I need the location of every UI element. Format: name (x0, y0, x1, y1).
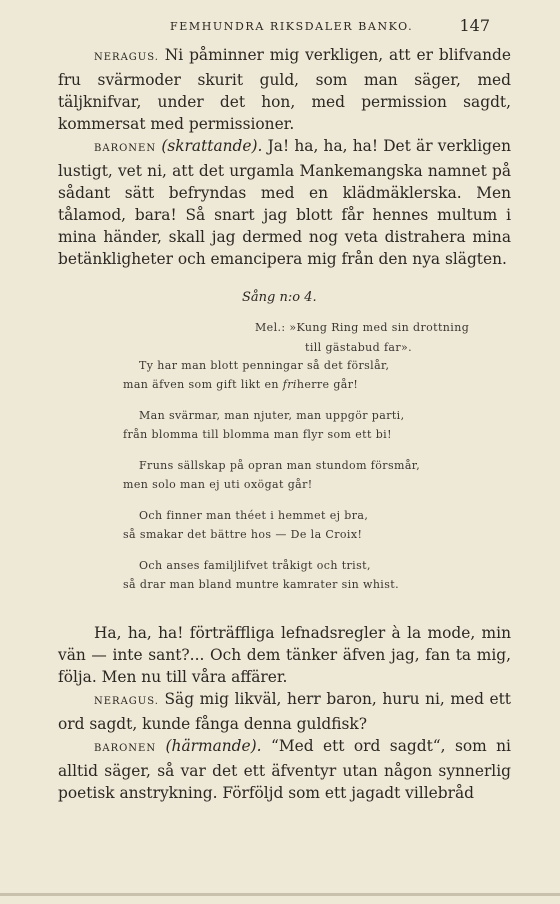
verse-line: så smakar det bättre hos — De la Croix! (123, 528, 363, 541)
dialogue-text: Säg mig likväl, herr baron, huru ni, med ett ord sagdt, kunde fånga denna guldfisk? (58, 690, 511, 733)
melody-line: till gästabud far». (305, 341, 413, 354)
song-title: Sång n:o 4. (242, 290, 317, 305)
stanza (123, 506, 483, 544)
verse-line: Och finner man théet i hemmet ej bra, (139, 509, 369, 522)
speaker-name: BARONEN (94, 743, 157, 754)
stanza (123, 406, 483, 444)
stage-direction: (härmande). (165, 737, 262, 755)
stanza (123, 556, 483, 594)
dialogue-text: Ha, ha, ha! förträffliga lefnadsregler à la mode, min vän — inte sant?... Och dem tänker äfven jag, fan ta mig, följa. Men nu till våra affärer. (58, 624, 511, 686)
dialogue-paragraph (58, 44, 511, 135)
song-stanzas (123, 356, 483, 606)
dialogue-paragraph (58, 688, 511, 735)
dialogue-top (58, 44, 511, 270)
verse-line: man äfven som gift likt en friherre går! (123, 378, 359, 391)
stanza (123, 456, 483, 494)
dialogue-text: Ni påminner mig verkligen, att er blifvande fru svärmoder skurit guld, som man säger, med täljknifvar, under det hon, med permission sagdt, kommersat med permissioner. (58, 46, 511, 133)
verse-line: så drar man bland muntre kamrater sin whist. (123, 578, 399, 591)
speaker-name: BARONEN (94, 143, 157, 154)
stage-direction: (skrattande). (161, 137, 263, 155)
dialogue-bottom (58, 622, 511, 804)
dialogue-text: “Med ett ord sagdt“, som ni alltid säger, så var det ett äfventyr utan någon synnerlig poetisk anstrykning. Förföljd som ett jagadt villebråd (58, 737, 511, 802)
verse-line: Ty har man blott penningar så det förslår, (139, 359, 390, 372)
dialogue-paragraph (58, 735, 511, 804)
dialogue-paragraph (58, 622, 511, 688)
stanza (123, 356, 483, 394)
dialogue-text: Ja! ha, ha, ha! Det är verkligen lustigt, vet ni, att det urgamla Mankemangska namnet på sådant sätt befryndas med en klädmäklerska. Men tålamod, bara! Så snart jag blott får hennes multum i mina händer, skall jag dermed nog veta distrahera mina betänkligheter och emancipera mig från den nya slägten. (58, 137, 511, 268)
page-number: 147 (459, 16, 490, 35)
dialogue-paragraph (58, 135, 511, 270)
verse-line: Fruns sällskap på opran man stundom försmår, (139, 459, 421, 472)
melody-line: Mel.: »Kung Ring med sin drottning (255, 321, 470, 334)
running-head (0, 16, 560, 38)
verse-line: från blomma till blomma man flyr som ett bi! (123, 428, 392, 441)
speaker-name: NERAGUS. (94, 696, 159, 707)
running-title: FEMHUNDRA RIKSDALER BANKO. (170, 20, 414, 33)
verse-line: men solo man ej uti oxögat går! (123, 478, 313, 491)
verse-line: Och anses familjlifvet tråkigt och trist, (139, 559, 371, 572)
speaker-name: NERAGUS. (94, 52, 159, 63)
melody-note (255, 318, 525, 358)
page-edge-shadow (0, 893, 560, 896)
verse-line: Man svärmar, man njuter, man uppgör parti, (139, 409, 405, 422)
